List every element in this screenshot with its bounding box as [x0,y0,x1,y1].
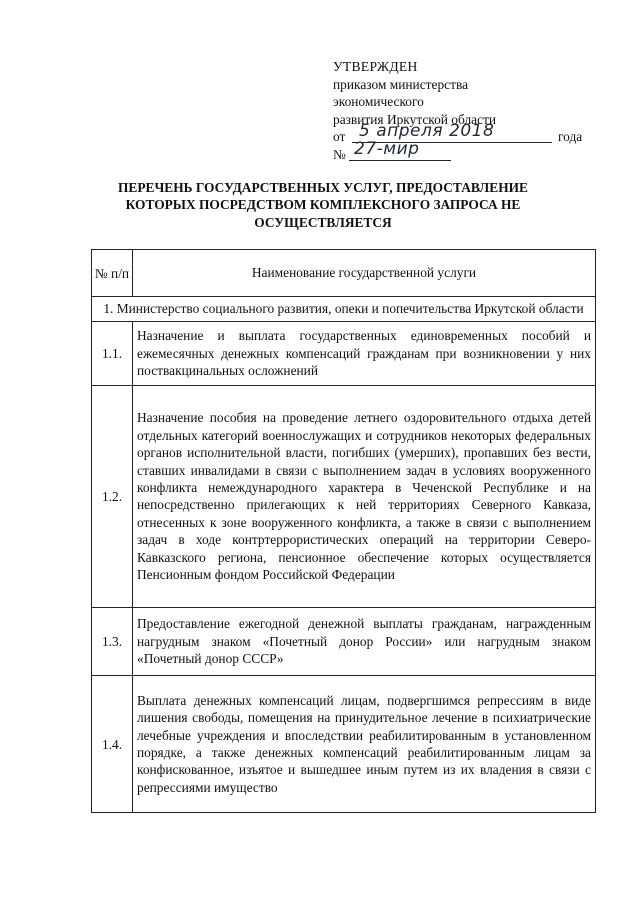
header-service-name: Наименование государственной услуги [133,250,596,297]
date-suffix: года [558,129,583,145]
header-number: № п/п [92,250,133,297]
approval-line-2: экономического [333,94,424,110]
approval-title: УТВЕРЖДЕН [333,59,418,74]
approval-line-1: приказом министерства [333,76,469,92]
table-row [92,608,596,676]
approval-line-3: развития Иркутской области [333,111,497,127]
row-number: 1.1. [92,322,133,386]
document-title: ПЕРЕЧЕНЬ ГОСУДАРСТВЕННЫХ УСЛУГ, ПРЕДОСТАВЛЕНИЕ КОТОРЫХ ПОСРЕДСТВОМ КОМПЛЕКСНОГО ЗАПРОСА НЕ ОСУЩЕСТВЛЯЕТСЯ [118,180,528,230]
row-service: Предоставление ежегодной денежной выплаты гражданам, награжденным нагрудным знаком «Почетный донор России» или нагрудным знаком «Почетный донор СССР» [133,608,596,676]
table-row [92,676,596,813]
table-row [92,386,596,608]
number-prefix: № [333,147,346,163]
date-handwritten: 5 апреля 2018 [359,121,495,142]
row-number: 1.2. [92,386,133,608]
table-section-row [92,297,596,322]
row-service: Выплата денежных компенсаций лицам, подвергшимся репрессиям в виде лишения свободы, помещения на принудительное лечение в психиатрические лечебные учреждения и впоследствии реабилитированным в установленном порядке, а также денежных компенсаций реабилитированным лицам за конфискованное, изъятое и вышедшее иным путем из их владения в связи с репрессиями имущество [133,676,596,813]
approval-stamp [333,58,593,164]
date-prefix: от [333,129,346,145]
row-service: Назначение пособия на проведение летнего оздоровительного отдыха детей отдельных категорий военнослужащих и сотрудников некоторых федеральных органов исполнительной власти, погибших (умерших), пропавших без вести, ставших инвалидами в связи с выполнением задач в условиях вооруженного конфликта немеждународного характера в Чеченской Республике и на непосредственно прилегающих к ней территориях Северного Кавказа, отнесенных к зоне вооруженного конфликта, а также в связи с выполнением задач в ходе контртеррористических операций на территории Северо-Кавказского региона, пенсионное обеспечение которых осуществляется Пенсионным фондом Российской Федерации [133,386,596,608]
row-number: 1.3. [92,608,133,676]
row-service: Назначение и выплата государственных единовременных пособий и ежемесячных денежных компенсаций гражданам при возникновении у них поствакцинальных осложнений [133,322,596,386]
approval-number-line [333,139,593,164]
section-title: 1. Министерство социального развития, опеки и попечительства Иркутской области [92,297,596,322]
table-header-row [92,250,596,297]
number-underline [349,160,451,161]
table-row [92,322,596,386]
services-table [91,249,596,813]
number-handwritten: 27-мир [354,139,420,160]
row-number: 1.4. [92,676,133,813]
